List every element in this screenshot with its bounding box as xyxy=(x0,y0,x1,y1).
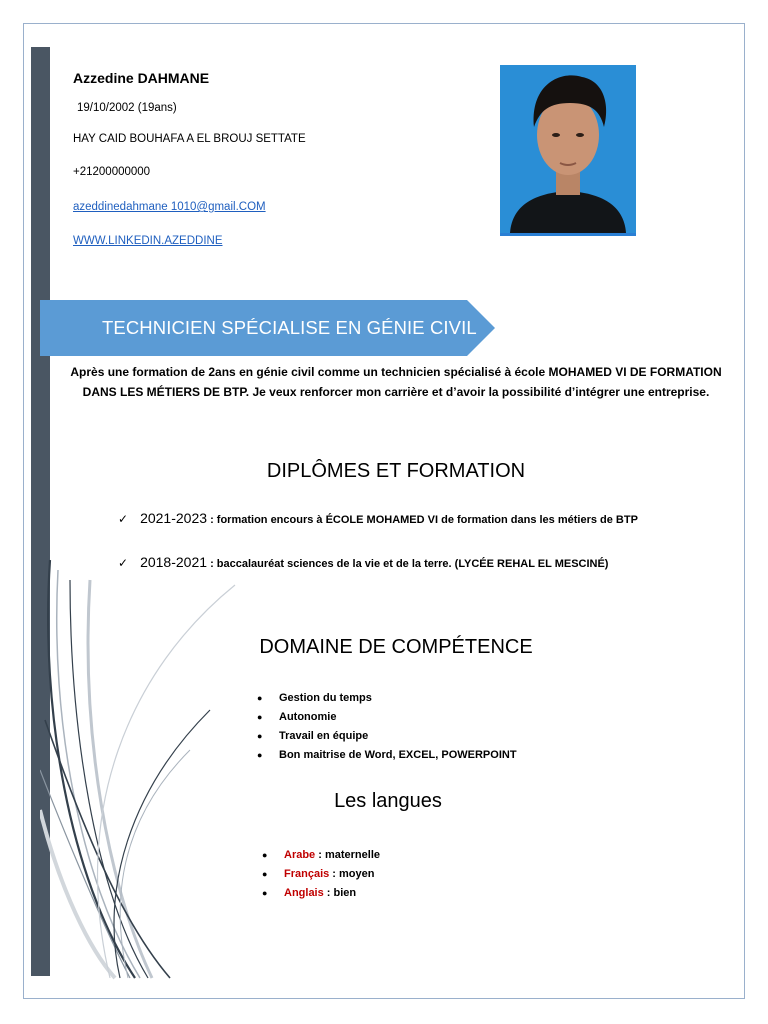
linkedin-link[interactable]: WWW.LINKEDIN.AZEDDINE xyxy=(73,235,223,247)
phone-number: +21200000000 xyxy=(73,166,151,178)
diploma-item xyxy=(118,510,638,526)
skill-item: ● Autonomie xyxy=(257,708,517,727)
profile-photo xyxy=(500,65,636,236)
language-name: Français xyxy=(284,868,330,880)
skill-item: ● Bon maitrise de Word, EXCEL, POWERPOINT xyxy=(257,746,517,765)
skills-list xyxy=(257,689,517,765)
decorative-swirls xyxy=(40,560,280,980)
language-item xyxy=(262,865,380,884)
birth-date: 19/10/2002 (19ans) xyxy=(77,102,177,114)
skills-title: DOMAINE DE COMPÉTENCE xyxy=(259,636,533,658)
language-name: Anglais xyxy=(284,887,324,899)
language-level: : moyen xyxy=(329,868,375,880)
diplomas-title: DIPLÔMES ET FORMATION xyxy=(266,460,526,482)
diploma-period: 2021-2023 xyxy=(140,510,208,526)
diploma-period: 2018-2021 xyxy=(140,554,208,570)
language-name: Arabe xyxy=(284,849,316,861)
check-icon: ✓ xyxy=(118,556,129,570)
skill-item: ● Travail en équipe xyxy=(257,727,517,746)
language-item xyxy=(262,846,380,865)
check-icon: ✓ xyxy=(118,512,129,526)
job-title-banner xyxy=(40,300,495,356)
languages-list xyxy=(262,846,380,903)
job-title: TECHNICIEN SPÉCIALISE EN GÉNIE CIVIL xyxy=(102,317,477,338)
diploma-item xyxy=(118,554,608,570)
language-item xyxy=(262,884,380,903)
profile-summary: Après une formation de 2ans en génie civil comme un technicien spécialisé à école MOHAMED VI DE FORMATION DANS LES MÉTIERS DE BTP. Je veux renforcer mon carrière et d’avoir la possibilité d’intégrer une entreprise. xyxy=(70,365,722,399)
language-level: : bien xyxy=(323,887,357,899)
candidate-name: Azzedine DAHMANE xyxy=(73,70,210,86)
languages-title: Les langues xyxy=(334,790,442,812)
address: HAY CAID BOUHAFA A EL BROUJ SETTATE xyxy=(73,133,306,145)
diploma-text: : formation encours à ÉCOLE MOHAMED VI de formation dans les métiers de BTP xyxy=(207,514,638,526)
diploma-text: : baccalauréat sciences de la vie et de la terre. (LYCÉE REHAL EL MESCINÉ) xyxy=(207,558,609,570)
language-level: : maternelle xyxy=(315,849,380,861)
email-link[interactable]: azeddinedahmane 1010@gmail.COM xyxy=(73,201,266,213)
skill-item: ● Gestion du temps xyxy=(257,689,517,708)
